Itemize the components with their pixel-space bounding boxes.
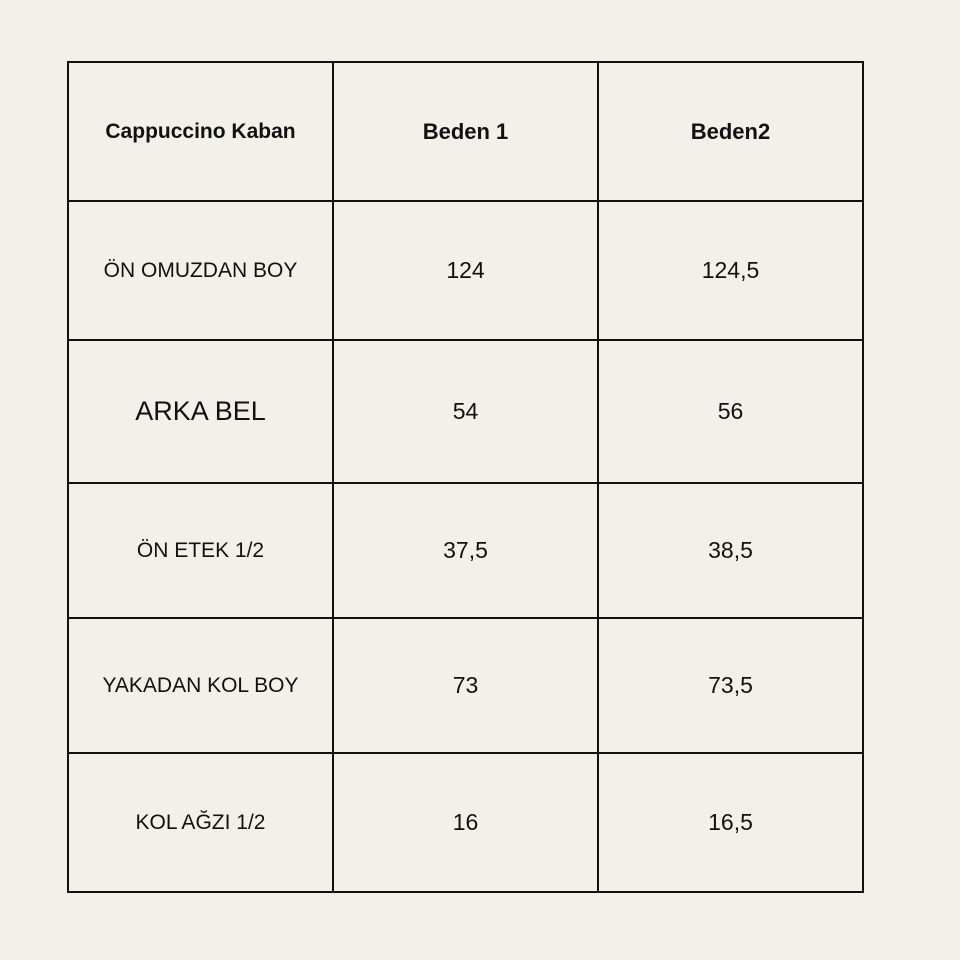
cell-size-2: 16,5 — [598, 753, 863, 892]
header-size-1: Beden 1 — [333, 62, 598, 201]
cell-size-2: 73,5 — [598, 618, 863, 753]
row-label: YAKADAN KOL BOY — [68, 618, 333, 753]
cell-size-1: 16 — [333, 753, 598, 892]
cell-size-2: 38,5 — [598, 483, 863, 618]
row-label: KOL AĞZI 1/2 — [68, 753, 333, 892]
cell-size-2: 124,5 — [598, 201, 863, 340]
cell-size-1: 124 — [333, 201, 598, 340]
table-header-row — [68, 62, 863, 201]
table-row — [68, 483, 863, 618]
header-product-name: Cappuccino Kaban — [68, 62, 333, 201]
cell-size-1: 54 — [333, 340, 598, 483]
header-size-2: Beden2 — [598, 62, 863, 201]
table-row — [68, 340, 863, 483]
table-row — [68, 201, 863, 340]
row-label: ÖN OMUZDAN BOY — [68, 201, 333, 340]
cell-size-1: 37,5 — [333, 483, 598, 618]
cell-size-1: 73 — [333, 618, 598, 753]
size-chart-table — [67, 61, 864, 893]
table-row — [68, 618, 863, 753]
table-row — [68, 753, 863, 892]
row-label: ÖN ETEK 1/2 — [68, 483, 333, 618]
row-label: ARKA BEL — [68, 340, 333, 483]
cell-size-2: 56 — [598, 340, 863, 483]
